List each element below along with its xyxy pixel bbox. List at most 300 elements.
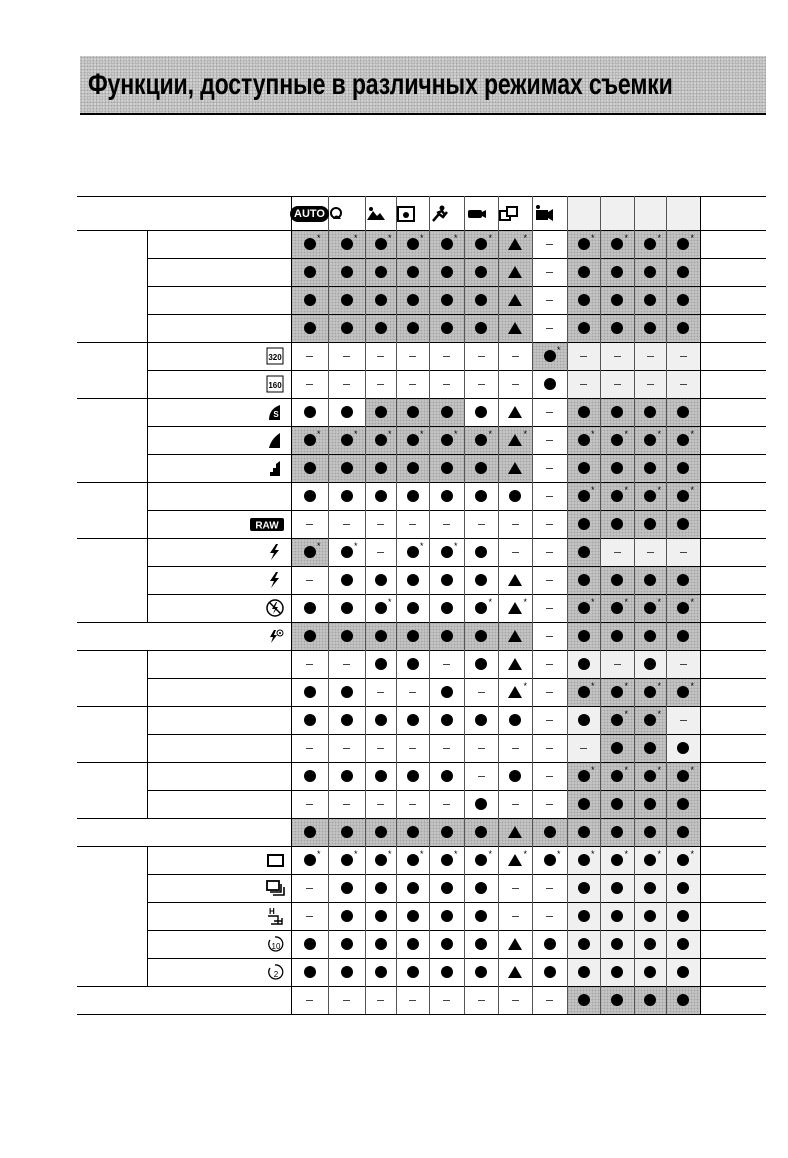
availability-mark (396, 314, 429, 342)
available-dot-icon (341, 233, 358, 250)
unavailable-dash-icon (409, 692, 416, 693)
availability-mark (365, 510, 396, 538)
availability-mark (365, 874, 396, 902)
availability-mark (532, 370, 567, 398)
page-title: Функции, доступные в различных режимах съемки (88, 67, 673, 101)
default-asterisk: * (657, 765, 661, 775)
availability-mark (396, 566, 429, 594)
availability-mark (291, 762, 328, 790)
default-asterisk: * (488, 429, 492, 439)
availability-mark (666, 594, 700, 622)
available-dot-icon (341, 938, 353, 950)
available-dot-icon (611, 406, 623, 418)
unavailable-dash-icon (409, 384, 416, 385)
label-divider (147, 314, 148, 342)
available-dot-icon (578, 938, 590, 950)
availability-mark (532, 986, 567, 1014)
default-asterisk: * (590, 681, 595, 691)
availability-mark (396, 930, 429, 958)
unavailable-dash-icon (478, 776, 485, 777)
availability-mark (365, 986, 396, 1014)
unavailable-dash-icon (306, 664, 313, 665)
availability-mark (634, 762, 666, 790)
label-divider (147, 258, 148, 286)
available-dot-icon (644, 798, 656, 810)
availability-mark (666, 678, 700, 706)
unavailable-dash-icon (512, 524, 519, 525)
availability-mark (634, 678, 666, 706)
unavailable-dash-icon (443, 748, 450, 749)
unavailable-dash-icon (580, 748, 587, 749)
available-dot-icon (304, 966, 316, 978)
availability-mark (634, 902, 666, 930)
availability-mark (464, 426, 498, 454)
availability-mark (396, 650, 429, 678)
available-dot-icon (304, 770, 316, 782)
default-asterisk: * (316, 429, 321, 439)
availability-mark (396, 510, 429, 538)
available-dot-icon (475, 462, 487, 474)
available-dot-icon (578, 266, 590, 278)
label-divider (147, 874, 148, 902)
availability-mark (567, 650, 600, 678)
available-dot-icon (304, 602, 316, 614)
available-dot-icon (375, 574, 387, 586)
default-asterisk: * (690, 597, 694, 607)
available-dot-icon (509, 714, 521, 726)
unavailable-dash-icon (409, 748, 416, 749)
availability-mark (600, 454, 634, 482)
available-dot-icon (475, 658, 487, 670)
available-dot-icon (611, 597, 628, 614)
svg-text:S: S (273, 409, 279, 419)
availability-mark (532, 426, 567, 454)
availability-mark (365, 230, 396, 258)
available-dot-icon (375, 429, 392, 446)
svg-text:10: 10 (271, 941, 281, 951)
label-divider (147, 510, 148, 538)
available-dot-icon (375, 658, 387, 670)
availability-mark (666, 538, 700, 566)
available-dot-icon (375, 910, 387, 922)
availability-mark (291, 482, 328, 510)
availability-mark (328, 538, 365, 566)
available-dot-icon (441, 938, 453, 950)
available-dot-icon (644, 681, 661, 698)
available-dot-icon (611, 294, 623, 306)
availability-mark (600, 370, 634, 398)
availability-mark (429, 342, 464, 370)
availability-mark (634, 874, 666, 902)
availability-mark (328, 874, 365, 902)
availability-mark (600, 482, 634, 510)
availability-mark (532, 874, 567, 902)
default-asterisk: * (453, 849, 458, 859)
availability-mark (634, 650, 666, 678)
unavailable-dash-icon (647, 384, 654, 385)
compression-superfine-icon (266, 402, 286, 422)
unavailable-dash-icon (478, 524, 485, 525)
available-dot-icon (544, 378, 556, 390)
availability-mark (600, 650, 634, 678)
available-dot-icon (441, 541, 458, 558)
availability-mark (464, 230, 498, 258)
available-dot-icon (544, 938, 556, 950)
available-dot-icon (475, 574, 487, 586)
availability-mark (396, 678, 429, 706)
movie-mode-icon (532, 200, 567, 228)
unavailable-dash-icon (377, 1000, 384, 1001)
unavailable-dash-icon (343, 524, 350, 525)
unavailable-dash-icon (546, 496, 553, 497)
availability-mark (291, 902, 328, 930)
availability-mark (532, 286, 567, 314)
available-dot-icon (578, 574, 590, 586)
unavailable-dash-icon (580, 356, 587, 357)
available-dot-icon (407, 574, 419, 586)
availability-mark (634, 622, 666, 650)
availability-mark (600, 902, 634, 930)
availability-mark (498, 678, 532, 706)
available-dot-icon (441, 490, 453, 502)
available-dot-icon (611, 994, 623, 1006)
availability-mark (396, 986, 429, 1014)
available-dot-icon (375, 849, 392, 866)
availability-mark (498, 566, 532, 594)
availability-mark (600, 986, 634, 1014)
available-dot-icon (375, 266, 387, 278)
label-divider (147, 286, 148, 314)
availability-mark (464, 510, 498, 538)
available-dot-icon (341, 429, 358, 446)
availability-mark (498, 734, 532, 762)
default-asterisk: * (657, 849, 661, 859)
availability-mark (567, 258, 600, 286)
available-dot-icon (677, 681, 694, 698)
availability-mark (328, 930, 365, 958)
availability-mark (291, 734, 328, 762)
availability-mark (600, 734, 634, 762)
svg-text:RAW: RAW (255, 520, 279, 531)
default-asterisk: * (590, 233, 595, 243)
availability-mark (464, 734, 498, 762)
label-divider (147, 594, 148, 622)
default-asterisk: * (523, 233, 527, 243)
availability-mark (600, 230, 634, 258)
available-dot-icon (407, 266, 419, 278)
availability-mark (328, 510, 365, 538)
flash-off-icon (266, 598, 286, 618)
available-dot-icon (677, 294, 689, 306)
available-dot-icon (407, 322, 419, 334)
default-asterisk: * (353, 429, 358, 439)
availability-mark (365, 678, 396, 706)
available-dot-icon (407, 826, 419, 838)
available-dot-icon (441, 686, 453, 698)
unavailable-dash-icon (512, 748, 519, 749)
default-asterisk: * (523, 597, 527, 607)
available-dot-icon (644, 966, 656, 978)
availability-mark (532, 846, 567, 874)
availability-mark (291, 818, 328, 846)
label-divider (147, 454, 148, 482)
availability-mark (464, 286, 498, 314)
available-dot-icon (407, 910, 419, 922)
limited-triangle-icon (508, 294, 522, 306)
available-dot-icon (375, 770, 387, 782)
unavailable-dash-icon (512, 804, 519, 805)
availability-mark (328, 790, 365, 818)
available-dot-icon (441, 266, 453, 278)
unavailable-dash-icon (409, 524, 416, 525)
limited-triangle-icon (508, 574, 522, 586)
label-divider (147, 538, 148, 566)
availability-mark (567, 762, 600, 790)
availability-mark (634, 930, 666, 958)
available-dot-icon (644, 826, 656, 838)
availability-mark (328, 482, 365, 510)
default-asterisk: * (419, 429, 424, 439)
unavailable-dash-icon (546, 524, 553, 525)
label-divider (147, 398, 148, 426)
available-dot-icon (375, 490, 387, 502)
available-dot-icon (644, 938, 656, 950)
availability-mark (498, 902, 532, 930)
available-dot-icon (441, 574, 453, 586)
availability-mark (532, 482, 567, 510)
availability-mark (291, 622, 328, 650)
availability-mark (365, 286, 396, 314)
availability-mark (532, 566, 567, 594)
available-dot-icon (341, 882, 353, 894)
unavailable-dash-icon (614, 384, 621, 385)
available-dot-icon (644, 765, 661, 782)
available-dot-icon (375, 714, 387, 726)
availability-mark (532, 538, 567, 566)
availability-mark (634, 230, 666, 258)
available-dot-icon (544, 966, 556, 978)
available-dot-icon (375, 966, 387, 978)
available-dot-icon (475, 597, 492, 614)
availability-mark (498, 510, 532, 538)
available-dot-icon (611, 882, 623, 894)
available-dot-icon (475, 798, 487, 810)
unavailable-dash-icon (343, 356, 350, 357)
flash-auto-icon (266, 542, 286, 562)
unavailable-dash-icon (546, 300, 553, 301)
availability-mark (365, 258, 396, 286)
availability-mark (429, 818, 464, 846)
availability-mark (365, 594, 396, 622)
availability-mark (291, 258, 328, 286)
unavailable-dash-icon (546, 636, 553, 637)
availability-mark (429, 958, 464, 986)
available-dot-icon (578, 966, 590, 978)
availability-mark (429, 790, 464, 818)
default-asterisk: * (488, 233, 492, 243)
availability-mark (634, 482, 666, 510)
available-dot-icon (611, 233, 628, 250)
unavailable-dash-icon (443, 384, 450, 385)
label-divider (147, 762, 148, 790)
availability-mark (464, 454, 498, 482)
available-dot-icon (611, 966, 623, 978)
unavailable-dash-icon (306, 748, 313, 749)
available-dot-icon (341, 322, 353, 334)
availability-mark (666, 734, 700, 762)
unavailable-dash-icon (306, 580, 313, 581)
availability-mark (498, 874, 532, 902)
available-dot-icon (304, 462, 316, 474)
unavailable-dash-icon (546, 776, 553, 777)
available-dot-icon (677, 574, 689, 586)
availability-mark (666, 762, 700, 790)
available-dot-icon (644, 485, 661, 502)
unavailable-dash-icon (546, 328, 553, 329)
available-dot-icon (578, 597, 595, 614)
availability-mark (600, 286, 634, 314)
unavailable-dash-icon (512, 356, 519, 357)
available-dot-icon (677, 233, 694, 250)
available-dot-icon (475, 882, 487, 894)
available-dot-icon (407, 630, 419, 642)
availability-mark (666, 258, 700, 286)
availability-mark (464, 706, 498, 734)
default-asterisk: * (556, 345, 561, 355)
default-asterisk: * (624, 233, 628, 243)
availability-mark (567, 566, 600, 594)
availability-mark (532, 790, 567, 818)
availability-mark (532, 622, 567, 650)
availability-mark (498, 594, 532, 622)
availability-mark (365, 426, 396, 454)
availability-mark (666, 790, 700, 818)
available-dot-icon (644, 597, 661, 614)
available-dot-icon (677, 966, 689, 978)
available-dot-icon (644, 294, 656, 306)
availability-mark (365, 538, 396, 566)
available-dot-icon (375, 294, 387, 306)
available-dot-icon (677, 597, 694, 614)
availability-mark (600, 762, 634, 790)
night-scene-mode-icon (396, 200, 429, 228)
available-dot-icon (677, 938, 689, 950)
availability-mark (396, 286, 429, 314)
default-asterisk: * (590, 485, 595, 495)
unavailable-dash-icon (546, 412, 553, 413)
available-dot-icon (644, 406, 656, 418)
available-dot-icon (475, 938, 487, 950)
default-asterisk: * (690, 681, 694, 691)
default-asterisk: * (624, 485, 628, 495)
available-dot-icon (544, 826, 556, 838)
available-dot-icon (341, 462, 353, 474)
availability-mark (429, 258, 464, 286)
available-dot-icon (407, 714, 419, 726)
unavailable-dash-icon (580, 384, 587, 385)
available-dot-icon (441, 406, 453, 418)
availability-mark (291, 790, 328, 818)
red-eye-icon (266, 626, 286, 646)
unavailable-dash-icon (647, 552, 654, 553)
availability-mark (567, 594, 600, 622)
svg-text:H: H (269, 906, 275, 916)
available-dot-icon (407, 233, 424, 250)
availability-mark (464, 398, 498, 426)
availability-mark (532, 258, 567, 286)
availability-mark (464, 538, 498, 566)
availability-mark (464, 930, 498, 958)
default-asterisk: * (657, 681, 661, 691)
availability-mark (532, 398, 567, 426)
availability-mark (567, 370, 600, 398)
availability-mark (429, 902, 464, 930)
available-dot-icon (304, 686, 316, 698)
available-dot-icon (407, 849, 424, 866)
availability-mark (666, 342, 700, 370)
availability-mark (291, 510, 328, 538)
available-dot-icon (341, 826, 353, 838)
availability-mark (291, 426, 328, 454)
availability-mark (567, 286, 600, 314)
available-dot-icon (475, 966, 487, 978)
available-dot-icon (644, 630, 656, 642)
availability-mark (365, 622, 396, 650)
availability-mark (396, 370, 429, 398)
default-asterisk: * (316, 849, 321, 859)
unavailable-dash-icon (377, 524, 384, 525)
unavailable-dash-icon (614, 664, 621, 665)
available-dot-icon (441, 966, 453, 978)
availability-mark (498, 342, 532, 370)
available-dot-icon (407, 966, 419, 978)
available-dot-icon (375, 322, 387, 334)
available-dot-icon (341, 770, 353, 782)
self-timer-10-icon (266, 934, 286, 954)
available-dot-icon (441, 429, 458, 446)
available-dot-icon (341, 910, 353, 922)
availability-mark (666, 566, 700, 594)
availability-mark (464, 566, 498, 594)
available-dot-icon (441, 714, 453, 726)
availability-mark (600, 958, 634, 986)
available-dot-icon (644, 658, 656, 670)
availability-mark (396, 342, 429, 370)
label-divider (147, 342, 148, 370)
availability-mark (666, 482, 700, 510)
availability-mark (498, 790, 532, 818)
availability-mark (464, 790, 498, 818)
available-dot-icon (375, 233, 392, 250)
availability-mark (291, 454, 328, 482)
available-dot-icon (509, 490, 521, 502)
available-dot-icon (407, 602, 419, 614)
availability-mark (498, 482, 532, 510)
availability-mark (666, 230, 700, 258)
availability-mark (396, 230, 429, 258)
unavailable-dash-icon (343, 664, 350, 665)
limited-triangle-icon (508, 826, 522, 838)
available-dot-icon (475, 490, 487, 502)
availability-mark (498, 286, 532, 314)
default-asterisk: * (453, 541, 458, 551)
availability-mark (291, 594, 328, 622)
available-dot-icon (611, 630, 623, 642)
default-asterisk: * (657, 429, 661, 439)
availability-mark (464, 902, 498, 930)
availability-mark (429, 622, 464, 650)
available-dot-icon (441, 322, 453, 334)
